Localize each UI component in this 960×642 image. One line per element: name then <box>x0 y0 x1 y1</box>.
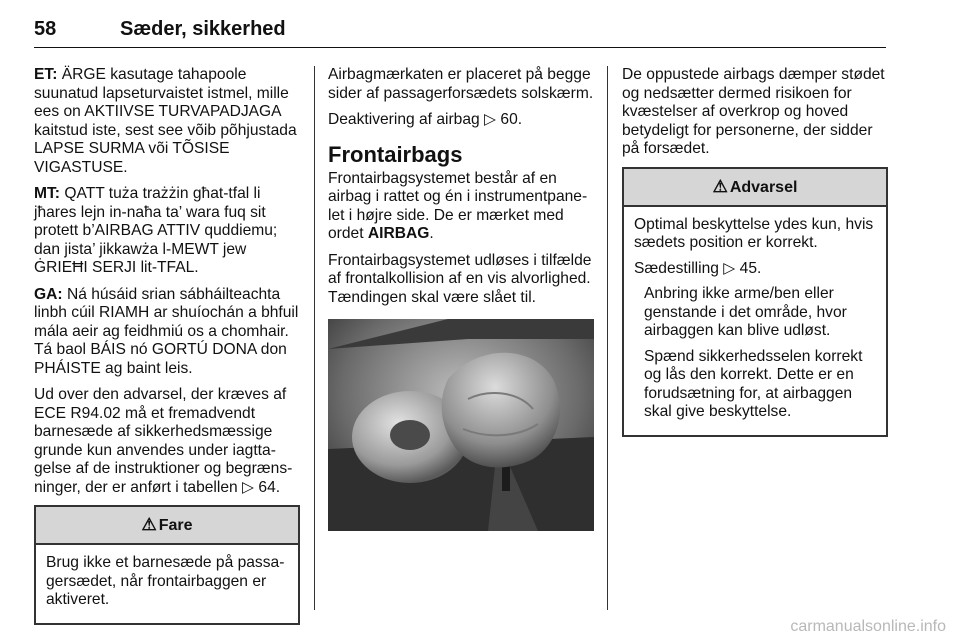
paragraph-ece <box>34 386 300 497</box>
paragraph-et <box>34 66 300 177</box>
warning-triangle-icon: ⚠ <box>141 515 157 534</box>
watermark: carmanualsonline.info <box>790 618 946 635</box>
warning-text-seatbelt: Spænd sikkerhedsselen korrekt og lås den korrekt. Dette er en forudsætning for, at airbaggen skal give beskyttelse. <box>644 347 863 420</box>
column-1 <box>34 66 300 625</box>
airbag-term: AIRBAG <box>367 225 430 242</box>
page-reference-arrow-icon: ▷ <box>242 478 255 496</box>
danger-box-body <box>36 545 298 623</box>
warning-box-title: Advarsel <box>729 178 798 196</box>
paragraph-protection: De oppustede airbags dæmper stødet og nedsætter dermed risikoen for kvæstelser af overkrop og hoved betydeligt for personerne, der sidder på forsædet. <box>622 66 885 157</box>
warning-text-position: Optimal beskyttelse ydes kun, hvis sædets position er korrekt. <box>634 215 874 251</box>
page-reference-arrow-icon: ▷ <box>484 111 497 128</box>
page-title: Sæder, sikkerhed <box>120 18 286 40</box>
paragraph-ece-text: Ud over den advarsel, der kræves af ECE R94.02 må et fremadvendt barnesæde af sikkerhedsmæssige grunde kun anvendes under iagttagelse af de instruktioner og begrænsninger, der er anført i tabellen <box>34 386 293 496</box>
paragraph-et-text: ÄRGE kasutage tahapoole suunatud lapseturvaistet istmel, mille ees on AKTIIVSE TURVAPADJAGA kaitstud iste, sest see võib põhjustada LAPSE SURMA või TÕSISE VIGASTUSE. <box>34 66 297 176</box>
paragraph-mt-text: QATT tuża trażżin għat-tfal li jħares lejn in-naħa ta’ wara fuq sit protett b’AIRBAG ATTIV quddiemu; dan jista’ jikkawża l-MEWT jew ĠRIEĦI SERJI lit-TFAL. <box>34 185 278 276</box>
column-3 <box>622 66 888 437</box>
danger-box-header <box>36 507 298 545</box>
lang-code-ga: GA: <box>34 285 63 303</box>
page-reference-link[interactable]: 45. <box>739 259 762 277</box>
warning-text-objects: Anbring ikke arme/ben eller genstande i det område, hvor airbaggen kan blive udløst. <box>644 285 847 339</box>
column-2 <box>328 66 594 531</box>
paragraph-system-end: . <box>429 225 434 242</box>
paragraph-ga <box>34 286 300 379</box>
page-reference-arrow-icon: ▷ <box>723 259 736 277</box>
paragraph-deactivation-text: Deaktivering af airbag <box>328 111 480 128</box>
danger-box-text: Brug ikke et barnesæde på passagersædet, når frontairbaggen er aktiveret. <box>46 554 285 608</box>
paragraph-mt <box>34 185 300 278</box>
page-reference-link[interactable]: 60. <box>500 111 523 128</box>
lang-code-et: ET: <box>34 66 58 83</box>
warning-box-header <box>624 169 886 207</box>
column-divider-2 <box>607 66 608 610</box>
danger-box-title: Fare <box>158 517 193 534</box>
warning-box-body <box>624 207 886 435</box>
paragraph-system <box>328 170 594 244</box>
paragraph-system-text: Frontairbagsystemet består af en airbag i rattet og én i instrumentpanelet i højre side. De er mærket med ordet <box>328 169 588 242</box>
warning-box <box>622 167 888 437</box>
paragraph-label-location: Airbagmærkaten er placeret på begge sider af passagerforsædets solskærm. <box>328 66 594 102</box>
airbag-photo-icon <box>328 319 594 531</box>
warning-text-seat-label: Sædestilling <box>634 259 719 277</box>
page-header <box>34 12 886 48</box>
paragraph-ga-text: Ná húsáid srian sábháilteachta linbh cúil RIAMH ar shuíochán a bhfuil mála aeir ag feidhmiú os a chomhair. Tá baol BÁIS nó GORTÚ DONA don PHÁISTE ag baint leis. <box>34 285 299 377</box>
warning-text-seat <box>634 260 876 279</box>
column-divider-1 <box>314 66 315 610</box>
warning-triangle-icon: ⚠ <box>712 176 728 196</box>
danger-box <box>34 505 300 625</box>
page-reference-link[interactable]: 64. <box>258 478 281 496</box>
header-divider <box>34 47 886 48</box>
lang-code-mt: MT: <box>34 185 60 202</box>
page-number: 58 <box>34 18 57 40</box>
airbag-illustration <box>328 319 594 531</box>
paragraph-trigger: Frontairbagsystemet udløses i tilfælde af frontalkollision af en vis alvorlighed. Tændingen skal være slået til. <box>328 251 592 306</box>
paragraph-deactivation <box>328 111 594 130</box>
section-heading: Frontairbags <box>328 141 463 167</box>
